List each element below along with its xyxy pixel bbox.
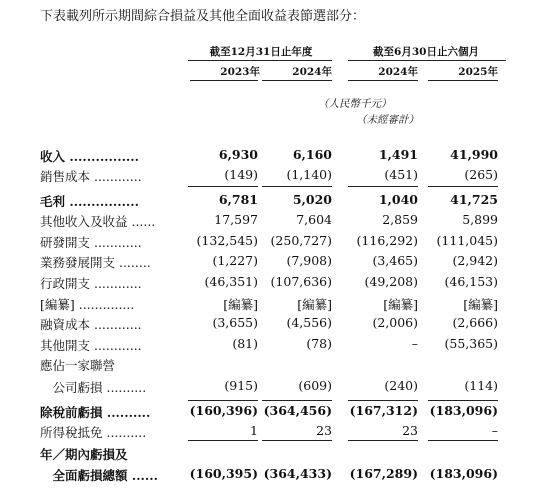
- row-label: 融資成本 ............: [40, 317, 142, 332]
- row-value-col-3: (167,289): [349, 466, 418, 481]
- year-header-rule-3: [348, 80, 418, 81]
- row-value-col-3: (2,006): [372, 315, 418, 330]
- row-value-col-2: 6,160: [292, 147, 332, 162]
- row-value-col-2: [編纂]: [297, 297, 332, 312]
- row-label: 研發開支 ............: [40, 235, 142, 250]
- row-value-col-2: (107,636): [270, 274, 332, 289]
- row-value-col-4: (183,096): [429, 403, 498, 418]
- row-label: 所得稅抵免 ..........: [40, 425, 147, 440]
- row-value-col-3: (167,312): [349, 403, 418, 418]
- group-header-six-month: 截至6月30日止六個月: [373, 46, 479, 58]
- row-value-col-2: (364,456): [263, 403, 332, 418]
- row-value-col-1: (81): [232, 336, 258, 351]
- intro-sentence: 下表載列所示期間綜合損益及其他全面收益表節選部分：: [40, 9, 366, 24]
- row-value-col-1: 1: [250, 423, 258, 438]
- row-value-col-4: 41,725: [450, 192, 498, 207]
- row-label: 公司虧損 ..........: [40, 380, 147, 395]
- year-header-2024: 2024年: [292, 66, 332, 78]
- row-label: 毛利 ................: [40, 194, 139, 209]
- row-value-col-1: [編纂]: [223, 297, 258, 312]
- currency-note: （人民幣千元）: [318, 98, 392, 110]
- row-value-col-2: (78): [306, 336, 332, 351]
- row-value-col-4: (46,153): [444, 274, 498, 289]
- rule-under-cost-1: [188, 186, 258, 187]
- row-value-col-2: (7,908): [286, 253, 332, 268]
- row-value-col-1: 17,597: [214, 212, 258, 227]
- row-value-col-3: (116,292): [356, 233, 418, 248]
- row-label: 應佔一家聯營: [40, 358, 116, 373]
- row-value-col-4: (114): [464, 378, 498, 393]
- row-value-col-4: (265): [464, 167, 498, 182]
- row-value-col-1: 6,781: [218, 192, 258, 207]
- row-value-col-4: –: [491, 423, 498, 438]
- year-header-2024-h1: 2024年: [378, 66, 418, 78]
- row-value-col-1: (3,655): [212, 315, 258, 330]
- rule-above-pbt-4: [428, 400, 498, 401]
- row-value-col-4: (183,096): [429, 466, 498, 481]
- rule-above-pbt-1: [188, 400, 258, 401]
- row-value-col-3: 2,859: [382, 212, 418, 227]
- year-header-2025-h1: 2025年: [458, 66, 498, 78]
- group-header-annual-rule: [188, 60, 332, 61]
- row-label: [編纂] ..............: [40, 297, 135, 312]
- rule-above-pbt-2: [262, 400, 332, 401]
- row-value-col-1: (160,396): [189, 403, 258, 418]
- rule-under-cost-4: [428, 186, 498, 187]
- row-value-col-1: (132,545): [196, 233, 258, 248]
- row-value-col-2: (250,727): [270, 233, 332, 248]
- row-value-col-3: –: [411, 336, 418, 351]
- year-header-rule-1: [190, 80, 258, 81]
- row-label: 其他收入及收益 ......: [40, 214, 156, 229]
- row-label: 其他開支 ............: [40, 338, 142, 353]
- row-label: 銷售成本 ............: [40, 169, 142, 184]
- row-label: 行政開支 ............: [40, 276, 142, 291]
- row-value-col-2: (364,433): [263, 466, 332, 481]
- row-value-col-3: (451): [384, 167, 418, 182]
- row-value-col-4: (111,045): [436, 233, 498, 248]
- unaudited-note: （未經審計）: [356, 114, 419, 126]
- rule-under-cost-3: [348, 186, 418, 187]
- row-value-col-1: (1,227): [212, 253, 258, 268]
- row-value-col-3: 1,040: [378, 192, 418, 207]
- row-value-col-3: (240): [384, 378, 418, 393]
- row-label: 全面虧損總額 ......: [40, 468, 158, 483]
- row-value-col-3: (3,465): [372, 253, 418, 268]
- year-header-rule-4: [428, 80, 498, 81]
- rule-above-total-1: [188, 440, 258, 441]
- row-value-col-4: [編纂]: [463, 297, 498, 312]
- row-label: 除稅前虧損 ..........: [40, 405, 151, 420]
- row-value-col-4: 5,899: [462, 212, 498, 227]
- rule-above-pbt-3: [348, 400, 418, 401]
- row-value-col-3: 1,491: [378, 147, 418, 162]
- rule-above-total-2: [262, 440, 332, 441]
- row-value-col-1: (149): [224, 167, 258, 182]
- row-value-col-1: (915): [224, 378, 258, 393]
- group-header-annual: 截至12月31日止年度: [209, 46, 313, 58]
- row-value-col-4: (2,666): [452, 315, 498, 330]
- row-value-col-3: 23: [402, 423, 418, 438]
- group-header-six-month-rule: [348, 60, 506, 61]
- year-header-rule-2: [262, 80, 332, 81]
- row-value-col-4: (2,942): [452, 253, 498, 268]
- row-value-col-2: 23: [316, 423, 332, 438]
- row-value-col-4: 41,990: [450, 147, 498, 162]
- rule-above-total-3: [348, 440, 418, 441]
- row-value-col-1: (46,351): [204, 274, 258, 289]
- rule-above-total-4: [428, 440, 498, 441]
- row-value-col-2: (609): [298, 378, 332, 393]
- row-value-col-2: 7,604: [296, 212, 332, 227]
- row-value-col-4: (55,365): [444, 336, 498, 351]
- row-value-col-1: (160,395): [189, 466, 258, 481]
- row-label: 收入 ................: [40, 149, 139, 164]
- row-value-col-3: [編纂]: [383, 297, 418, 312]
- row-value-col-2: (1,140): [286, 167, 332, 182]
- rule-under-cost-2: [262, 186, 332, 187]
- row-value-col-3: (49,208): [364, 274, 418, 289]
- year-header-2023: 2023年: [220, 66, 260, 78]
- row-label: 年／期內虧損及: [40, 447, 128, 462]
- row-label: 業務發展開支 ........: [40, 255, 151, 270]
- row-value-col-1: 6,930: [218, 147, 258, 162]
- row-value-col-2: (4,556): [286, 315, 332, 330]
- row-value-col-2: 5,020: [292, 192, 332, 207]
